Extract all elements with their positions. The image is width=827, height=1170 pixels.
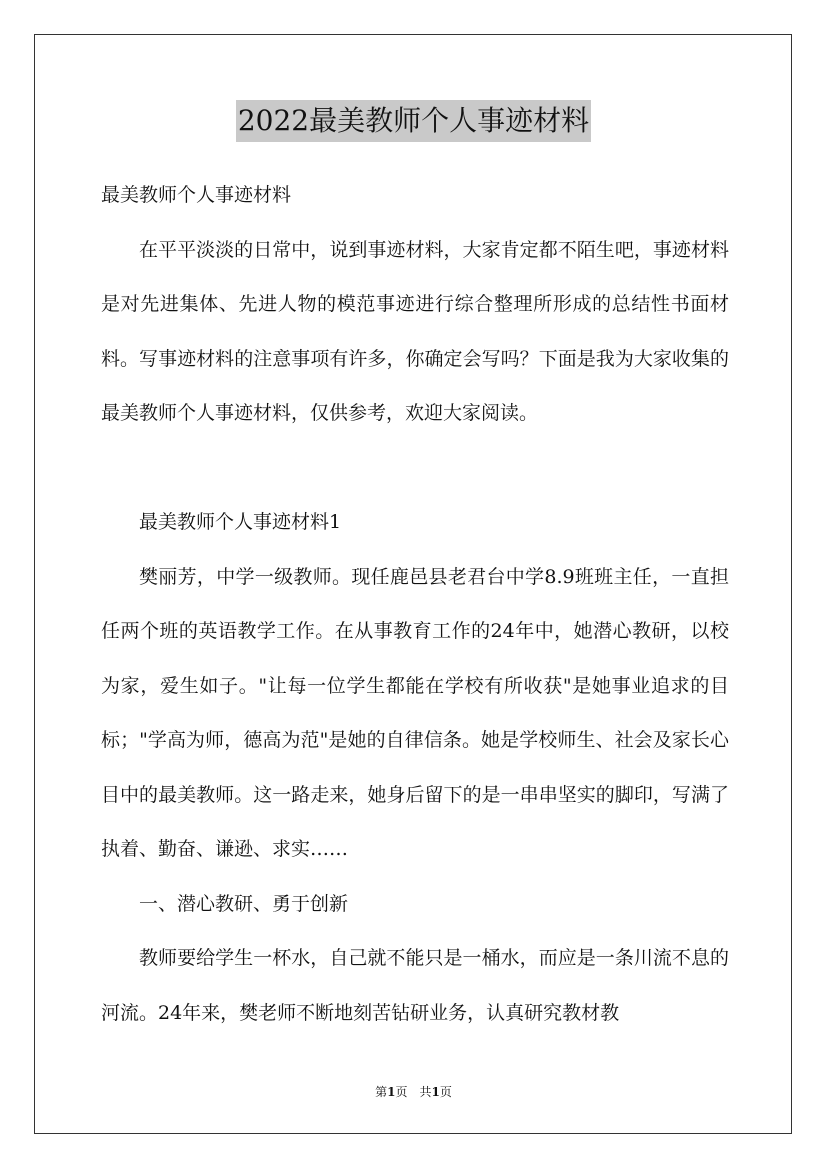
subsection-heading: 一、潜心教研、勇于创新 bbox=[139, 892, 349, 915]
page-label-prefix: 第 bbox=[375, 1085, 388, 1099]
total-pages: 1 bbox=[431, 1085, 440, 1099]
title-container bbox=[0, 100, 827, 142]
page-label-suffix: 页 bbox=[395, 1085, 408, 1099]
paragraph-spacer bbox=[101, 441, 729, 496]
document-title: 2022最美教师个人事迹材料 bbox=[236, 100, 591, 142]
body-paragraph: 樊丽芳，中学一级教师。现任鹿邑县老君台中学8.9班班主任，一直担任两个班的英语教学工作。在从事教育工作的24年中，她潜心教研，以校为家，爱生如子。"让每一位学生都能在学校有所收获"是她事业追求的目标；"学高为师，德高为范"是她的自律信条。她是学校师生、社会及家长心目中的最美教师。这一路走来，她身后留下的是一串串坚实的脚印，写满了执着、勤奋、谦逊、求实…… bbox=[101, 565, 729, 860]
total-label-suffix: 页 bbox=[439, 1085, 452, 1099]
document-body bbox=[101, 168, 729, 1040]
body-paragraph: 教师要给学生一杯水，自己就不能只是一桶水，而应是一条川流不息的河流。24年来，樊老师不断地刻苦钻研业务，认真研究教材教 bbox=[101, 947, 729, 1024]
intro-paragraph: 在平平淡淡的日常中，说到事迹材料，大家肯定都不陌生吧，事迹材料是对先进集体、先进人物的模范事迹进行综合整理所形成的总结性书面材料。写事迹材料的注意事项有许多，你确定会写吗？下面是我为大家收集的最美教师个人事迹材料，仅供参考，欢迎大家阅读。 bbox=[101, 238, 729, 424]
page-number: 1 bbox=[387, 1085, 396, 1099]
section-heading: 最美教师个人事迹材料 bbox=[101, 184, 292, 206]
page-footer bbox=[0, 1083, 827, 1101]
total-label-prefix: 共 bbox=[419, 1085, 432, 1099]
subsection-heading: 最美教师个人事迹材料1 bbox=[139, 511, 342, 533]
